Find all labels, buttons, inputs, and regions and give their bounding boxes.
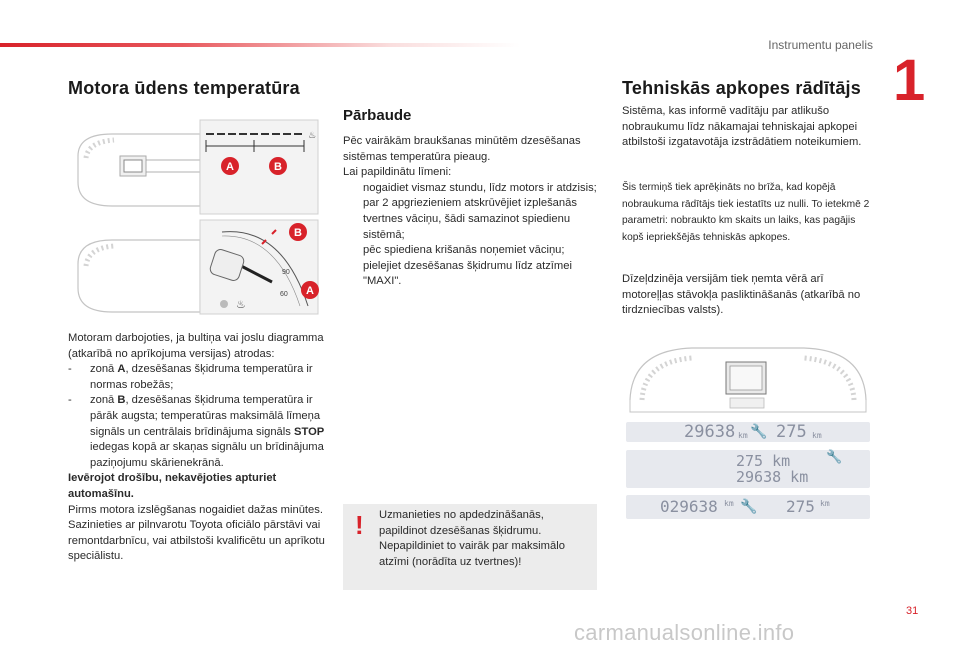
check-step-text: pielejiet dzesēšanas šķidrumu līdz atzīmei "MAXI". [363,259,572,288]
zone-a-text: , dzesēšanas šķidruma temperatūra ir normas robežās; [90,363,313,391]
left-para-2: Pirms motora izslēgšanas nogaidiet dažas minūtes. [68,503,323,516]
zone-b-prefix: zonā [90,394,118,407]
zone-b-item [68,393,326,471]
dash-mark: - [68,394,72,407]
service-display-1 [626,422,870,442]
safety-warning: Ievērojot drošību, nekavējoties apturiet automašīnu. [68,472,277,500]
right-para-2: Šis termiņš tiek aprēķināts no brīža, kad kopējā nobraukuma rādītājs tiek iestatīts uz nulli. To ietekmē 2 parametri: nobraukto km skaits un laiks, kas pagājis kopš iepriekšējās tehniskās apkopes. [622,182,870,243]
check-step-text: pēc spiediena krišanās noņemiet vāciņu; [363,244,565,257]
service-display-2 [626,450,870,488]
zone-b-letter: B [117,394,126,407]
warning-text: Uzmanieties no apdedzināšanās, papildinot dzesēšanas šķidrumu. Nepapildiniet to vairāk par maksimālo atzīmi (norādīta uz tvertnes)! [379,509,565,568]
watermark: carmanualsonline.info [574,620,795,645]
zone-b-text-1: , dzesēšanas šķidruma temperatūra ir pārāk augsta; temperatūras maksimālā līmeņa signāls un centrālais brīdinājuma signāls [90,394,321,438]
chapter-number: 1 [893,48,926,113]
coolant-temp-icon: ♨ [236,298,246,311]
service-display-3 [626,495,870,519]
section-title: Instrumentu panelis [768,38,873,52]
check-step [343,181,601,197]
service-distance-unit: km [812,431,822,440]
right-para-1: Sistēma, kas informē vadītāju par atlikušo nobraukumu līdz nākamajai tehniskajai apkopei atbilstoši izgatavotāja izstrādātiem noteikumiem. [622,105,862,149]
odometer-unit: km [738,431,748,440]
odometer-line: 29638 km [736,468,809,486]
service-distance-line: 275 km [736,452,791,470]
check-title: Pārbaude [343,107,412,124]
odometer-value: 029638 [660,497,718,516]
zone-a-label: A [226,161,234,173]
zone-b-label: B [274,161,282,173]
right-para-3: Dīzeļdzinēja versijām tiek ņemta vērā arī motoreļļas stāvokļa pasliktināšanās (atkarībā no tirdzniecības valsts). [622,273,861,317]
check-step [343,196,601,243]
warning-icon: ! [355,510,364,540]
zone-a-label-2: A [306,285,314,297]
svg-text:♨: ♨ [308,131,317,141]
check-step [343,243,601,259]
service-distance-unit: km [820,499,830,508]
wrench-icon: 🔧 [750,424,768,440]
zone-b-text-2: iedegas kopā ar skaņas signālu un brīdinājuma paziņojumu skārienekrānā. [90,441,324,469]
check-step-text: par 2 apgriezieniem atskrūvējiet izplešanās tvertnes vāciņu, šādi samazinot spiedienu sistēmā; [363,197,577,241]
zone-a-prefix: zonā [90,363,118,376]
left-section-title: Motora ūdens temperatūra [68,78,300,98]
right-section-title: Tehniskās apkopes rādītājs [622,78,861,98]
left-para-1: Motoram darbojoties, ja bultiņa vai joslu diagramma (atkarībā no aprīkojuma versijas) atrodas: [68,332,324,360]
wrench-icon: 🔧 [740,499,758,515]
left-body [68,331,326,565]
dash-mark: - [68,363,72,376]
check-body [343,134,601,290]
temp-90-label: 90 [282,269,290,276]
check-steps-list [343,181,601,290]
service-distance-value: 275 [786,497,815,516]
check-step-text: nogaidiet vismaz stundu, līdz motors ir atdzisis; [363,181,597,194]
header-accent-bar [0,43,520,47]
service-distance-value: 275 [776,422,807,442]
page-number: 31 [906,605,919,617]
coolant-gauge-figure [72,116,324,316]
temp-60-label: 60 [280,291,288,298]
zone-a-item [68,362,326,393]
zone-a-letter: A [117,363,126,376]
check-intro-1: Pēc vairākām braukšanas minūtēm dzesēšanas sistēmas temperatūra pieaug. [343,135,581,163]
stop-label: STOP [293,425,325,438]
left-para-3: Sazinieties ar pilnvarotu Toyota oficiālo pārstāvi vai remontdarbnīcu, vai atbilstoši kvalificētu un aprīkotu speciālistu. [68,519,325,563]
instrument-cluster-illustration [622,340,874,422]
odometer-value: 29638 [684,422,736,442]
warning-box [343,504,597,590]
check-step [343,259,601,290]
wrench-icon: 🔧 [826,450,843,465]
zone-b-label-2: B [294,227,302,239]
odometer-unit: km [724,499,734,508]
check-intro-2: Lai papildinātu līmeni: [343,166,452,179]
